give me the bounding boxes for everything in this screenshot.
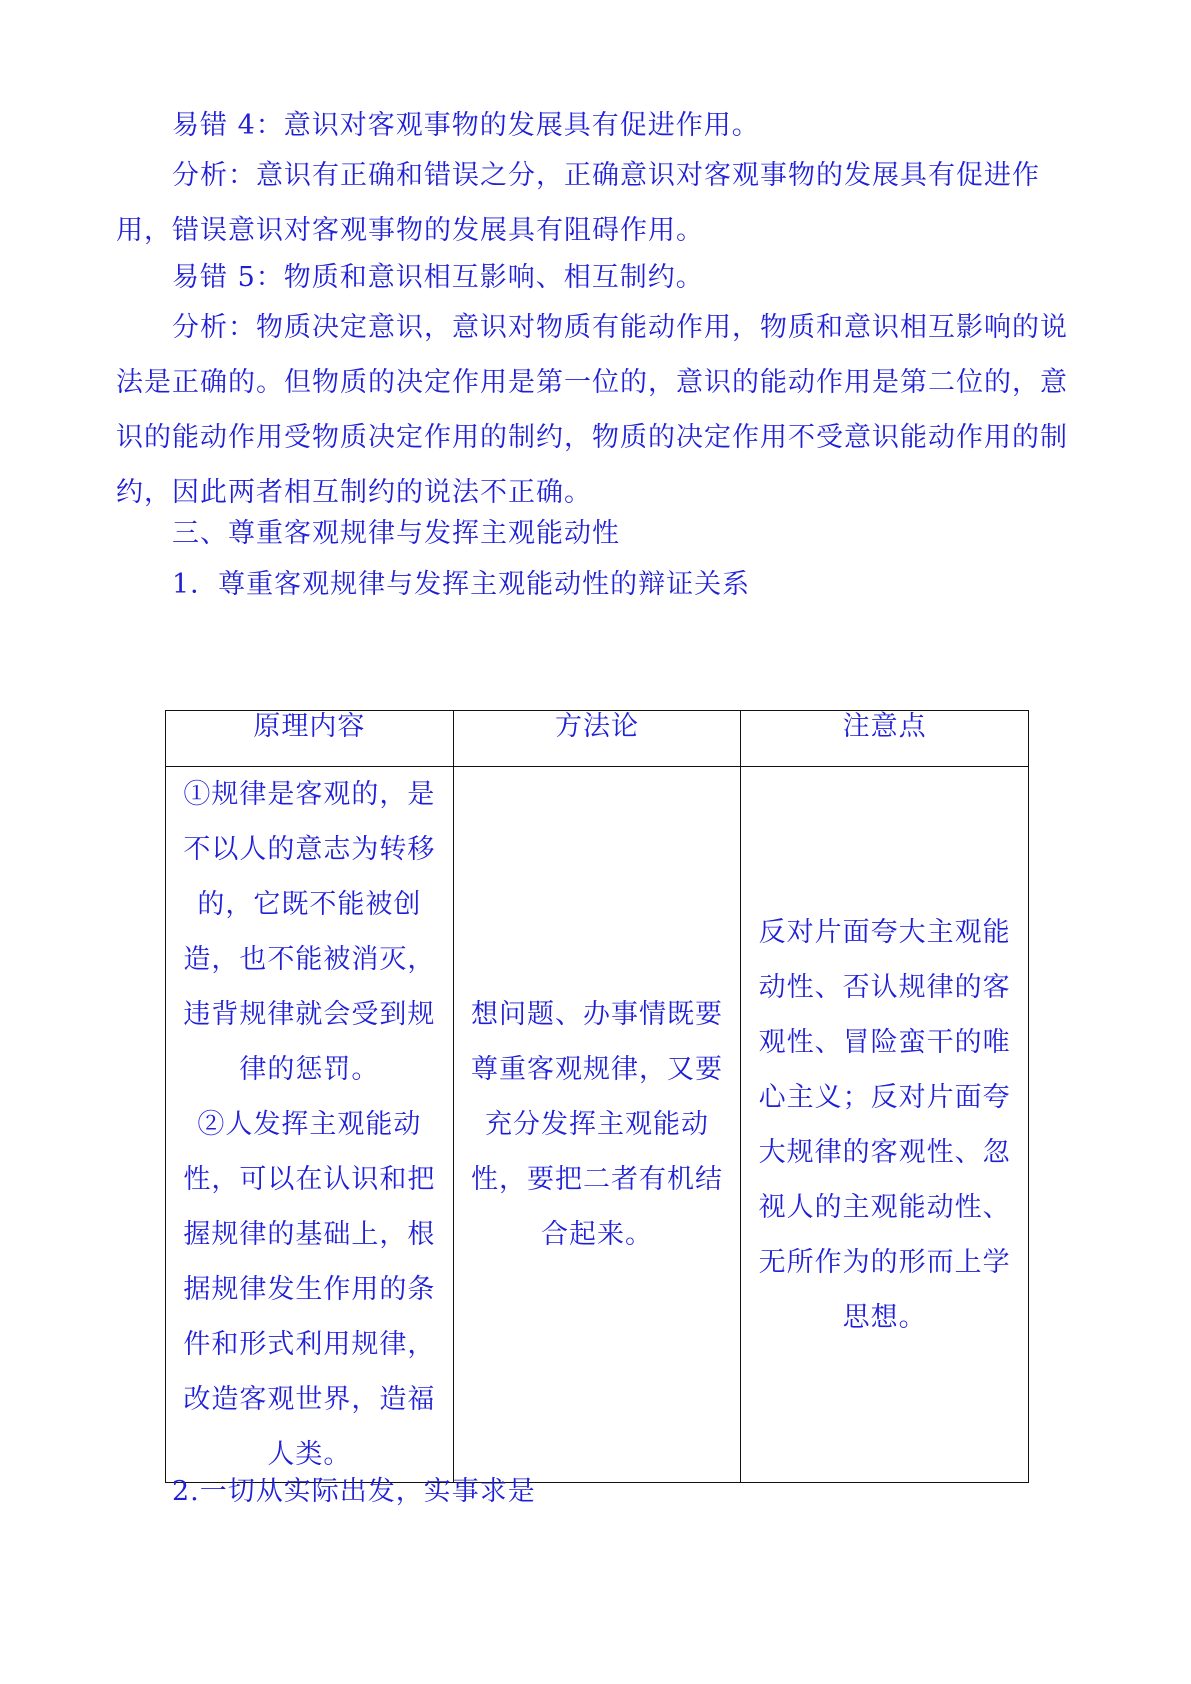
notes-text: 反对片面夸大主观能动性、否认规律的客观性、冒险蛮干的唯心主义；反对片面夸大规律的客观性、忽视人的主观能动性、无所作为的形而上学思想。 bbox=[758, 916, 1011, 1333]
subsection-heading-2: 2.一切从实际出发，实事求是 bbox=[172, 1476, 536, 1507]
subsection-heading-1: 1．尊重客观规律与发挥主观能动性的辩证关系 bbox=[172, 569, 751, 600]
table-header-row bbox=[166, 711, 1029, 767]
principle-point-1: ①规律是客观的，是不以人的意志为转移的，它既不能被创造，也不能被消灭，违背规律就会受到规律的惩罚。 bbox=[183, 779, 436, 1085]
error-item-5: 易错 5：物质和意识相互影响、相互制约。 bbox=[172, 262, 704, 293]
methodology-text: 想问题、办事情既要尊重客观规律，又要充分发挥主观能动性，要把二者有机结合起来。 bbox=[470, 999, 723, 1250]
methodology-cell bbox=[453, 767, 741, 1483]
dialectical-relation-table bbox=[165, 710, 1029, 1483]
header-notes: 注意点 bbox=[741, 711, 1029, 767]
header-methodology: 方法论 bbox=[453, 711, 741, 767]
analysis-4: 分析：意识有正确和错误之分，正确意识对客观事物的发展具有促进作用，错误意识对客观事物的发展具有阻碍作用。 bbox=[116, 160, 1040, 246]
header-principle: 原理内容 bbox=[166, 711, 454, 767]
analysis-5: 分析：物质决定意识，意识对物质有能动作用，物质和意识相互影响的说法是正确的。但物质的决定作用是第一位的，意识的能动作用是第二位的，意识的能动作用受物质决定作用的制约，物质的决定作用不受意识能动作用的制约，因此两者相互制约的说法不正确。 bbox=[116, 312, 1068, 508]
table-row bbox=[166, 767, 1029, 1483]
principle-point-2: ②人发挥主观能动性，可以在认识和把握规律的基础上，根据规律发生作用的条件和形式利用规律，改造客观世界，造福人类。 bbox=[183, 1109, 436, 1470]
principle-cell bbox=[166, 767, 454, 1483]
notes-cell bbox=[741, 767, 1029, 1483]
error-item-4: 易错 4：意识对客观事物的发展具有促进作用。 bbox=[172, 110, 760, 141]
section-heading-3: 三、尊重客观规律与发挥主观能动性 bbox=[172, 518, 620, 549]
